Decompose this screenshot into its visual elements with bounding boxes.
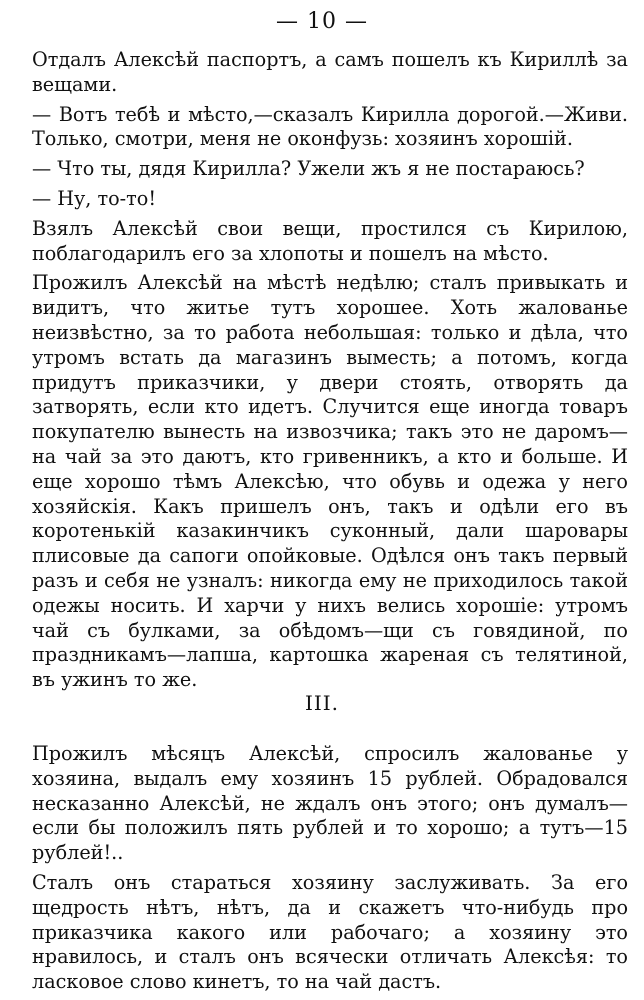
- page-number: — 10 —: [276, 9, 368, 34]
- paragraph: Прожилъ мѣсяцъ Алексѣй, спросилъ жалованье у хозяина, выдалъ ему хозяинъ 15 рублей. Обрадовался несказанно Алексѣй, не ждалъ онъ этого; онъ думалъ—если бы положилъ пять рублей и то хорошо; а тутъ—15 рублей!..: [32, 742, 628, 865]
- paragraph: — Ну, то-то!: [32, 186, 157, 210]
- paragraph: Взялъ Алексѣй свои вещи, простился съ Кирилою, поблагодарилъ его за хлопоты и пошелъ на мѣсто.: [32, 216, 628, 265]
- text-block-bottom: [32, 742, 628, 1000]
- chapter-heading: III.: [304, 691, 340, 715]
- paragraph: — Что ты, дядя Кирилла? Ужели жъ я не постараюсь?: [32, 157, 585, 181]
- paragraph: Прожилъ Алексѣй на мѣстѣ недѣлю; сталъ привыкать и видитъ, что житье тутъ хорошее. Хоть жалованье неизвѣстно, за то работа небольшая: только и дѣла, что утромъ встать да магазинъ выместь; а потомъ, когда придутъ приказчики, у двери стоять, отворять да затворять, если кто идетъ. Случится еще иногда товаръ покупателю вынесть на извозчика; такъ это не даромъ—на чай за это даютъ, кто гривенникъ, а кто и больше. И еще хорошо тѣмъ Алексѣю, что обувь и одежа у него хозяйскія. Какъ пришелъ онъ, такъ и одѣли его въ коротенькій казакинчикъ суконный, дали шаровары плисовые да сапоги опойковые. Одѣлся онъ такъ первый разъ и себя не узналъ: никогда ему не приходилось такой одежы носить. И харчи у нихъ велись хорошіе: утромъ чай съ булками, за обѣдомъ—щи съ говядиной, по праздникамъ—лапша, картошка жареная съ телятиной, въ ужинъ то же.: [32, 271, 628, 692]
- paragraph: — Вотъ тебѣ и мѣсто,—сказалъ Кирилла дорогой.—Живи. Только, смотри, меня не оконфузь: хозяинъ хорошій.: [32, 102, 628, 151]
- paragraph: Отдалъ Алексѣй паспортъ, а самъ пошелъ къ Кириллѣ за вещами.: [32, 48, 628, 96]
- paragraph: Сталъ онъ стараться хозяину заслуживать. За его щедрость нѣтъ, нѣтъ, да и скажетъ что-нибудь про приказчика какого или рабочаго; а хозяину это нравилось, и сталъ онъ всячески отличать Алексѣя: то ласковое слово кинетъ, то на чай дастъ.: [32, 870, 628, 994]
- text-block-top: [32, 48, 628, 698]
